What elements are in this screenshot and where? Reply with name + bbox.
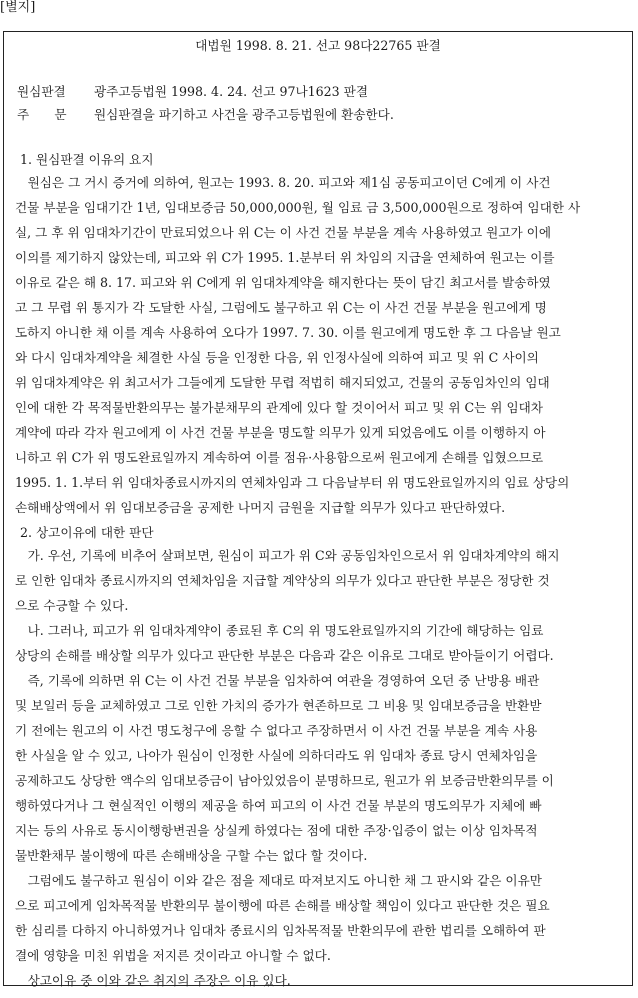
section-lower-court-summary [15,152,625,525]
judgment-frame [3,31,633,986]
paragraph-line: 그럼에도 불구하고 원심이 이와 같은 점을 제대로 따져보지도 아니한 채 그 판시와 같은 이유만 [15,873,542,888]
lower-court-label: 원심판결 [17,84,66,99]
case-info [17,84,394,130]
disposition-row [17,107,394,130]
paragraph-line: 행하였다거나 그 현실적인 이행의 제공을 하여 피고의 이 사건 건물 부분의 명도의무가 지체에 빠 [15,798,542,813]
lower-court-row [17,84,394,107]
paragraph-line: 으로 피고에게 임차목적물 반환의무 불이행에 따른 손해를 배상할 책임이 있다고 판단한 것은 필요 [15,898,550,913]
attachment-tag: [별지] [0,0,36,15]
paragraph-line: 니하고 위 C가 위 명도완료일까지 계속하여 이를 점유·사용함으로써 원고에게 손해를 입혔으므로 [15,450,544,465]
paragraph-line: 상당의 손해를 배상할 의무가 있다고 판단한 부분은 다음과 같은 이유로 그대로 받아들이기 어렵다. [15,648,554,663]
paragraph-line: 즉, 기록에 의하면 위 C는 이 사건 건물 부분을 임차하여 여관을 경영하여 오던 중 난방용 배관 [15,673,540,688]
section2-body [15,548,625,998]
paragraph-line: 으로 수긍할 수 있다. [15,598,129,613]
paragraph-line: 물반환채무 불이행에 따른 손해배상을 구할 수는 없다 할 것이다. [15,848,368,863]
paragraph-line: 기 전에는 원고의 이 사건 명도청구에 응할 수 없다고 주장하면서 이 사건 건물 부분을 계속 사용 [15,723,538,738]
paragraph-line: 도하지 아니한 채 이를 계속 사용하여 오다가 1997. 7. 30. 이를 원고에게 명도한 후 그 다음날 원고 [15,325,561,340]
paragraph-line: 실, 그 후 위 임대차기간이 만료되었으나 위 C는 이 사건 건물 부분을 계속 사용하였고 원고가 이에 [15,225,551,240]
lower-court-value: 광주고등법원 1998. 4. 24. 선고 97나1623 판결 [94,84,369,99]
paragraph-line: 위 임대차계약은 위 최고서가 그들에게 도달한 무렵 적법히 해지되었고, 건물의 공동임차인의 임대 [15,375,550,390]
paragraph-line: 와 다시 임대차계약을 체결한 사실 등을 인정한 다음, 위 인정사실에 의하여 피고 및 위 C 사이의 [15,350,539,365]
paragraph-line: 이유로 같은 해 8. 17. 피고와 위 C에게 위 임대차계약을 해지한다는 뜻이 담긴 최고서를 발송하였 [15,275,551,290]
section2-heading: 2. 상고이유에 대한 판단 [20,525,154,540]
section1-heading: 1. 원심판결 이유의 요지 [20,152,154,167]
paragraph-line: 결에 영향을 미친 위법을 저지른 것이라고 아니할 수 없다. [15,948,331,963]
paragraph-line: 원심은 그 거시 증거에 의하여, 원고는 1993. 8. 20. 피고와 제1심 공동피고이던 C에게 이 사건 [15,175,551,190]
paragraph-line: 손해배상액에서 위 임대보증금을 공제한 나머지 금원을 지급할 의무가 있다고 판단하였다. [15,500,506,515]
judgment-title: 대법원 1998. 8. 21. 선고 98다22765 판결 [195,38,441,53]
paragraph-line: 상고이유 중 이와 같은 취지의 주장은 이유 있다. [15,973,291,988]
paragraph-line: 고 그 무렵 위 통지가 각 도달한 사실, 그럼에도 불구하고 위 C는 이 사건 건물 부분을 원고에게 명 [15,300,547,315]
paragraph-line: 인에 대한 각 목적물반환의무는 불가분채무의 관계에 있다 할 것이어서 피고 및 위 C는 위 임대차 [15,400,543,415]
section1-body [15,175,625,525]
paragraph-line: 가. 우선, 기록에 비추어 살펴보면, 원심이 피고가 위 C와 공동임차인으로서 위 임대차계약의 해지 [15,548,560,563]
paragraph-line: 로 인한 임대차 종료시까지의 연체차임을 지급할 계약상의 의무가 있다고 판단한 부분은 정당한 것 [15,573,550,588]
paragraph-line: 나. 그러나, 피고가 위 임대차계약이 종료된 후 C의 위 명도완료일까지의 기간에 해당하는 임료 [15,623,544,638]
paragraph-line: 지는 등의 사유로 동시이행항변권을 상실케 하였다는 점에 대한 주장·입증이 없는 이상 임차목적 [15,823,538,838]
paragraph-line: 공제하고도 상당한 액수의 임대보증금이 남아있었음이 분명하므로, 원고가 위 보증금반환의무를 이 [15,773,554,788]
paragraph-line: 이의를 제기하지 않았는데, 피고와 위 C가 1995. 1.분부터 위 차임의 지급을 연체하여 원고는 이를 [15,250,555,265]
disposition-label: 주 문 [17,107,67,122]
disposition-value: 원심판결을 파기하고 사건을 광주고등법원에 환송한다. [94,107,394,122]
paragraph-line: 건물 부분을 임대기간 1년, 임대보증금 50,000,000원, 월 임료 금 3,500,000원으로 정하여 임대한 사 [15,200,581,215]
section-appeal-judgment [15,525,625,998]
paragraph-line: 한 심리를 다하지 아니하였거나 임대차 종료시의 임차목적물 반환의무에 관한 법리를 오해하여 판 [15,923,546,938]
paragraph-line: 1995. 1. 1.부터 위 임대차종료시까지의 연체차임과 그 다음날부터 위 명도완료일까지의 임료 상당의 [15,475,570,490]
paragraph-line: 한 사실을 알 수 있고, 나아가 원심이 인정한 사실에 의하더라도 위 임대차 종료 당시 연체차임을 [15,748,538,763]
paragraph-line: 및 보일러 등을 교체하였고 그로 인한 가치의 증가가 현존하므로 그 비용 및 임대보증금을 반환받 [15,698,542,713]
paragraph-line: 계약에 따라 각자 원고에게 이 사건 건물 부분을 명도할 의무가 있게 되었음에도 이를 이행하지 아 [15,425,546,440]
